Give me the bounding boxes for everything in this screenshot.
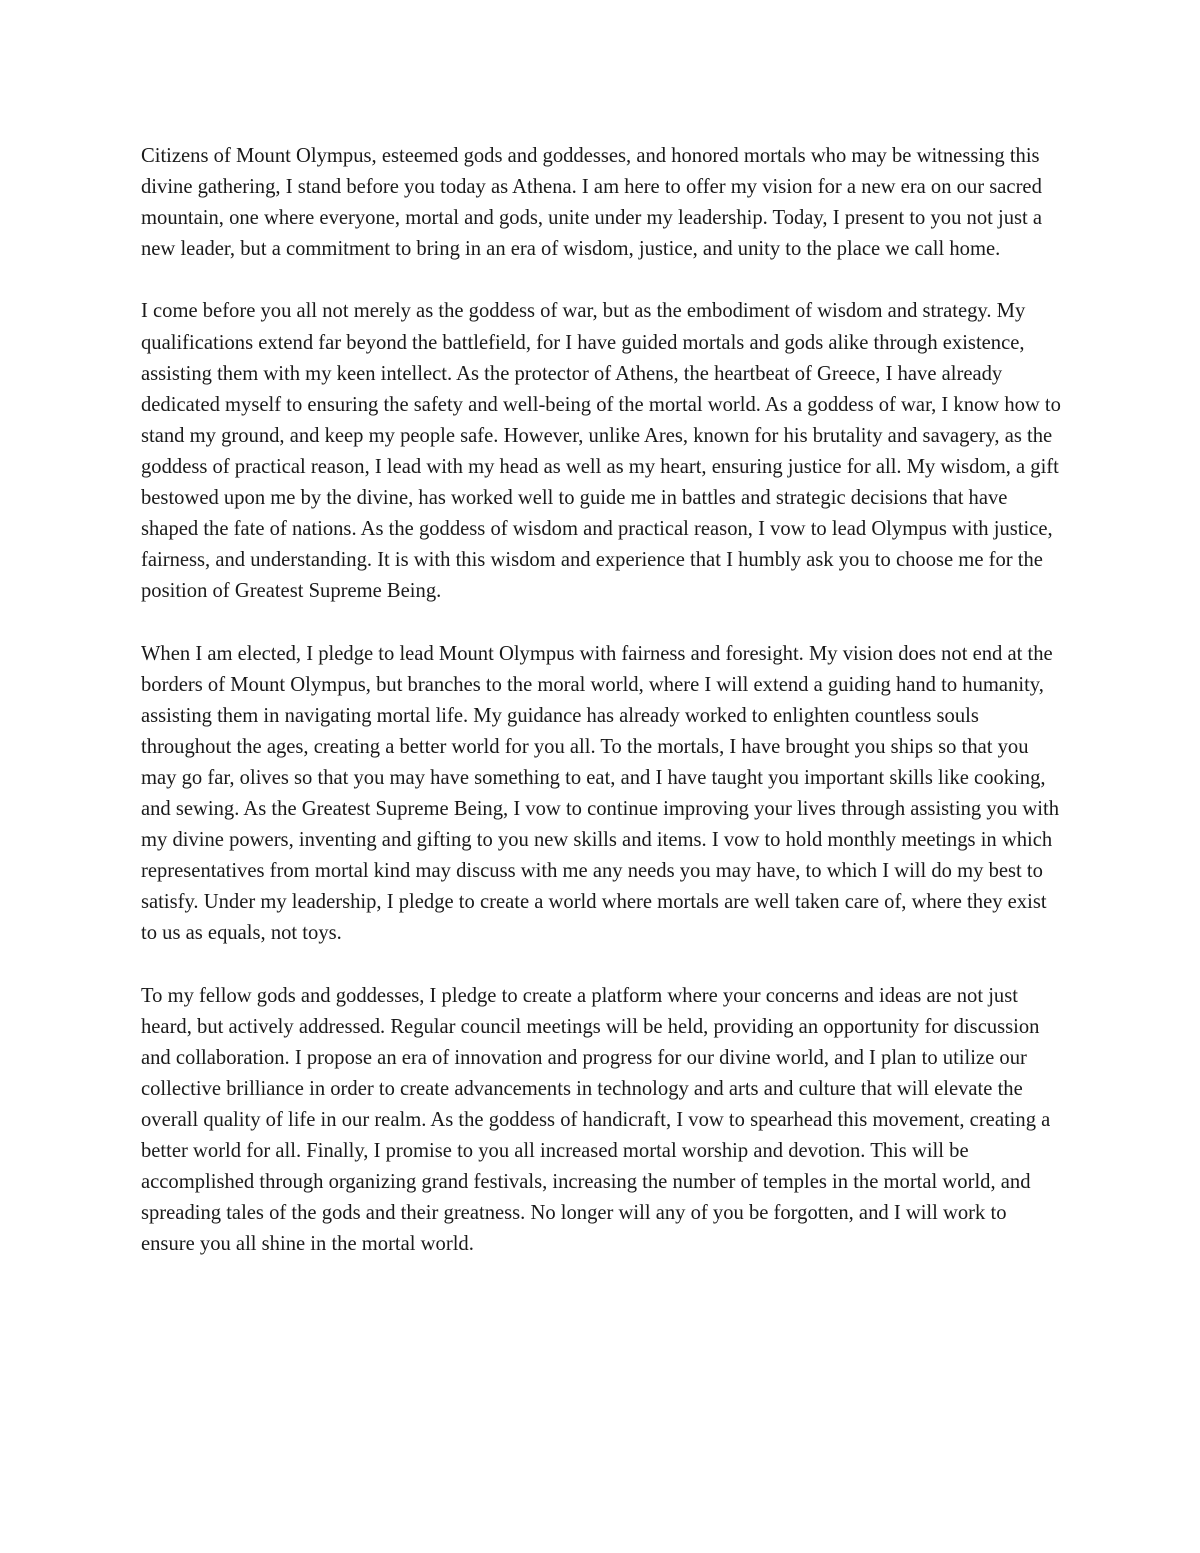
paragraph-mortal-pledge: When I am elected, I pledge to lead Mount Olympus with fairness and foresight. My vision does not end at the borders of Mount Olympus, but branches to the moral world, where I will extend a guiding hand to humanity, assisting them in navigating mortal life. My guidance has already worked to enlighten countless souls throughout the ages, creating a better world for you all. To the mortals, I have brought you ships so that you may go far, olives so that you may have something to eat, and I have taught you important skills like cooking, and sewing. As the Greatest Supreme Being, I vow to continue improving your lives through assisting you with my divine powers, inventing and gifting to you new skills and items. I vow to hold monthly meetings in which representatives from mortal kind may discuss with me any needs you may have, to which I will do my best to satisfy. Under my leadership, I pledge to create a world where mortals are well taken care of, where they exist to us as equals, not toys. [141, 642, 1060, 945]
paragraph-gods-pledge: To my fellow gods and goddesses, I pledge to create a platform where your concerns and ideas are not just heard, but actively addressed. Regular council meetings will be held, providing an opportunity for discussion and collaboration. I propose an era of innovation and progress for our divine world, and I plan to utilize our collective brilliance in order to create advancements in technology and arts and culture that will elevate the overall quality of life in our realm. As the goddess of handicraft, I vow to spearhead this movement, creating a better world for all. Finally, I promise to you all increased mortal worship and devotion. This will be accomplished through organizing grand festivals, increasing the number of temples in the mortal world, and spreading tales of the gods and their greatness. No longer will any of you be forgotten, and I will work to ensure you all shine in the mortal world. [141, 984, 1051, 1256]
paragraph-qualifications: I come before you all not merely as the goddess of war, but as the embodiment of wisdom and strategy. My qualifications extend far beyond the battlefield, for I have guided mortals and gods alike through existence, assisting them with my keen intellect. As the protector of Athens, the heartbeat of Greece, I have already dedicated myself to ensuring the safety and well-being of the mortal world. As a goddess of war, I know how to stand my ground, and keep my people safe. However, unlike Ares, known for his brutality and savagery, as the goddess of practical reason, I lead with my head as well as my heart, ensuring justice for all. My wisdom, a gift bestowed upon me by the divine, has worked well to guide me in battles and strategic decisions that have shaped the fate of nations. As the goddess of wisdom and practical reason, I vow to lead Olympus with justice, fairness, and understanding. It is with this wisdom and experience that I humbly ask you to choose me for the position of Greatest Supreme Being. [141, 300, 1061, 603]
paragraph-intro: Citizens of Mount Olympus, esteemed gods and goddesses, and honored mortals who may be witnessing this divine gathering, I stand before you today as Athena. I am here to offer my vision for a new era on our sacred mountain, one where everyone, mortal and gods, unite under my leadership. Today, I present to you not just a new leader, but a commitment to bring in an era of wisdom, justice, and unity to the place we call home. [141, 145, 1043, 261]
document-body [141, 141, 1061, 1260]
